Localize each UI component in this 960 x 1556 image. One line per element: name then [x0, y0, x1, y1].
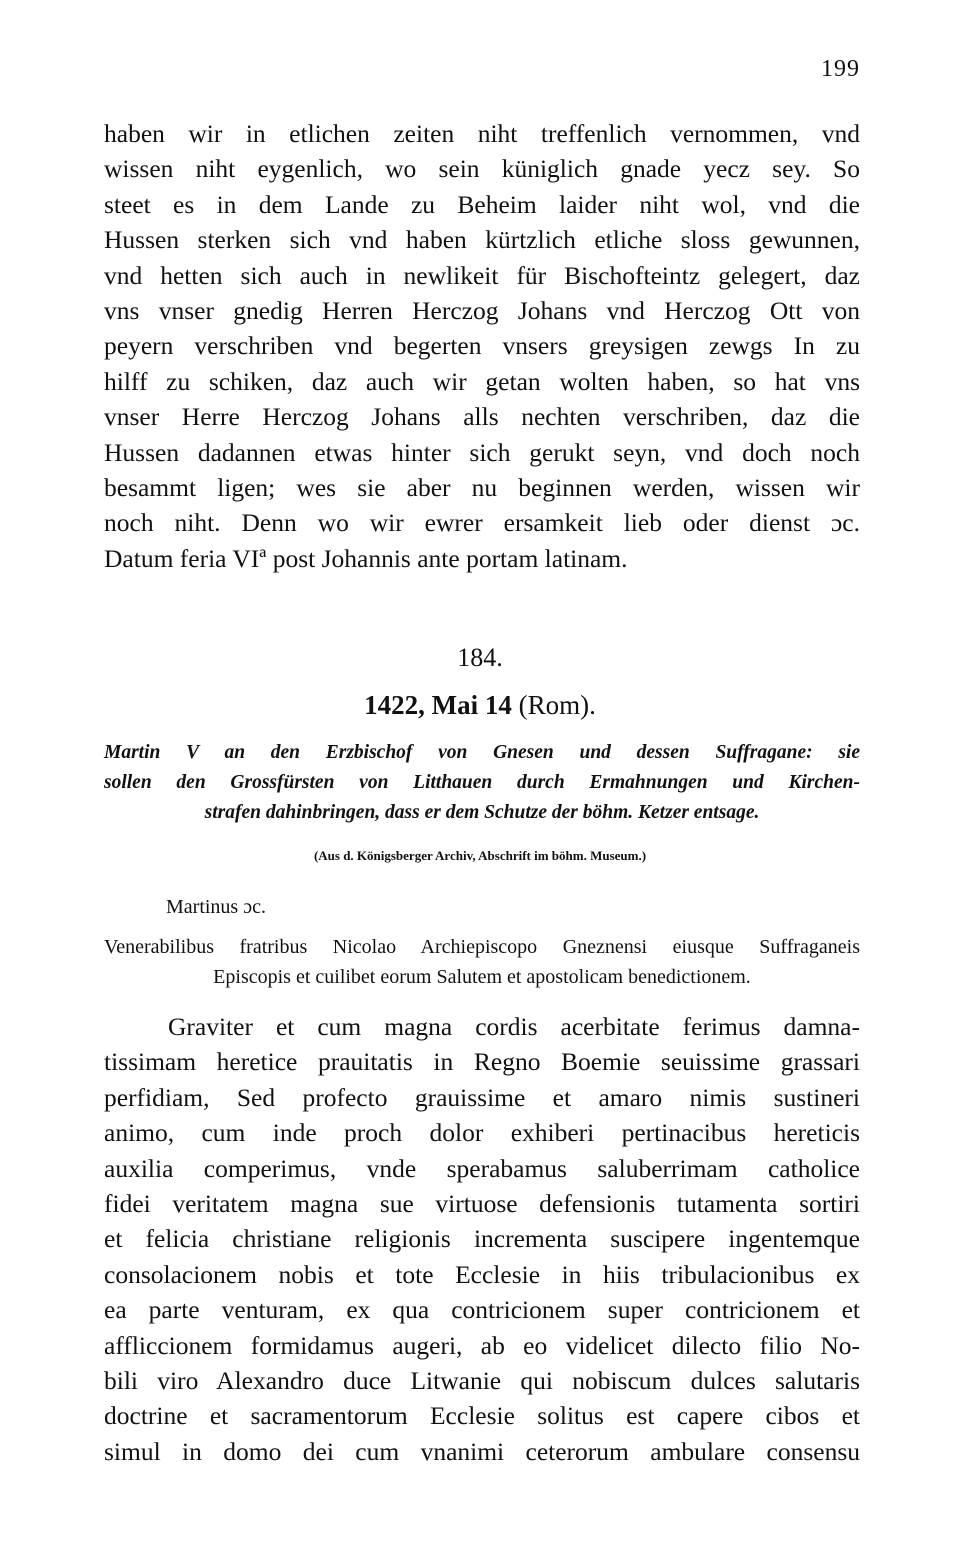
body-line: perfidiam, Sed profecto grauissime et amaro nimis sustineri [104, 1082, 860, 1112]
body-line: affliccionem formidamus augeri, ab eo videlicet dilecto filio No- [104, 1330, 860, 1360]
text-line: hilff zu schiken, daz auch wir getan wolten haben, so hat vns [104, 366, 860, 396]
body-line: et felicia christiane religionis incrementa suscipere ingentemque [104, 1224, 860, 1254]
document-place: (Rom). [511, 690, 596, 720]
text-line: noch niht. Denn wo wir ewrer ersamkeit lieb oder dienst ɔc. [104, 508, 860, 538]
text-line: vnser Herre Herczog Johans alls nechten verschriben, daz die [104, 402, 860, 432]
text-line: Hussen dadannen etwas hinter sich gerukt seyn, vnd doch noch [104, 437, 860, 467]
summary-line: strafen dahinbringen, dass er dem Schutze der böhm. Ketzer entsage. [204, 802, 760, 823]
document-number: 184. [457, 643, 503, 672]
address-line: Episcopis et cuilibet eorum Salutem et apostolicam benedictionem. [213, 966, 751, 988]
source-note: (Aus d. Königsberger Archiv, Abschrift im böhm. Museum.) [313, 848, 647, 863]
text-line: Datum feria VIª post Johannis ante portam latinam. [104, 543, 628, 573]
body-line: tissimam heretice prauitatis in Regno Boemie seuissime grassari [104, 1047, 860, 1077]
document-date [0, 690, 960, 721]
document-summary [104, 738, 860, 828]
body-line: auxilia comperimus, vnde sperabamus saluberrimam catholice [104, 1153, 860, 1183]
document-date-value: 1422, Mai 14 [364, 690, 512, 720]
letter-body [104, 1009, 860, 1469]
text-line: wissen niht eygenlich, wo sein küniglich gnade yecz sey. So [104, 154, 860, 184]
body-line: animo, cum inde proch dolor exhiberi pertinacibus hereticis [104, 1118, 860, 1148]
text-line: peyern verschriben vnd begerten vnsers greysigen zewgs In zu [104, 331, 860, 361]
body-line: doctrine et sacramentorum Ecclesie solitus est capere cibos et [104, 1401, 860, 1431]
text-line: besammt ligen; wes sie aber nu beginnen werden, wissen wir [104, 472, 860, 502]
text-line: vnd hetten sich auch in newlikeit für Bischofteintz gelegert, daz [104, 260, 860, 290]
body-line: consolacionem nobis et tote Ecclesie in hiis tribulacionibus ex [104, 1259, 860, 1289]
summary-line: Martin V an den Erzbischof von Gnesen und dessen Suffragane: sie [104, 742, 860, 763]
body-line: simul in domo dei cum vnanimi ceterorum ambulare consensu [104, 1436, 860, 1466]
page-number: 199 [821, 56, 860, 82]
body-line: fidei veritatem magna sue virtuose defensionis tutamenta sortiri [104, 1188, 860, 1218]
continuation-text [104, 116, 860, 576]
text-line: Hussen sterken sich vnd haben kürtzlich etliche sloss gewunnen, [104, 225, 860, 255]
summary-line: sollen den Grossfürsten von Litthauen durch Ermahnungen und Kirchen- [104, 772, 860, 793]
text-line: steet es in dem Lande zu Beheim laider niht wol, vnd die [104, 189, 860, 219]
sender-line: Martinus ɔc. [166, 896, 266, 918]
address-line: Venerabilibus fratribus Nicolao Archiepiscopo Gneznensi eiusque Suffraganeis [104, 936, 860, 958]
body-line: bili viro Alexandro duce Litwanie qui nobiscum dulces salutaris [104, 1365, 860, 1395]
address-block [104, 932, 860, 992]
body-line: ea parte venturam, ex qua contricionem super contricionem et [104, 1295, 860, 1325]
body-line: Graviter et cum magna cordis acerbitate ferimus damna- [168, 1012, 860, 1041]
text-line: vns vnser gnedig Herren Herczog Johans vnd Herczog Ott von [104, 295, 860, 325]
text-line: haben wir in etlichen zeiten niht treffenlich vernommen, vnd [104, 119, 860, 148]
